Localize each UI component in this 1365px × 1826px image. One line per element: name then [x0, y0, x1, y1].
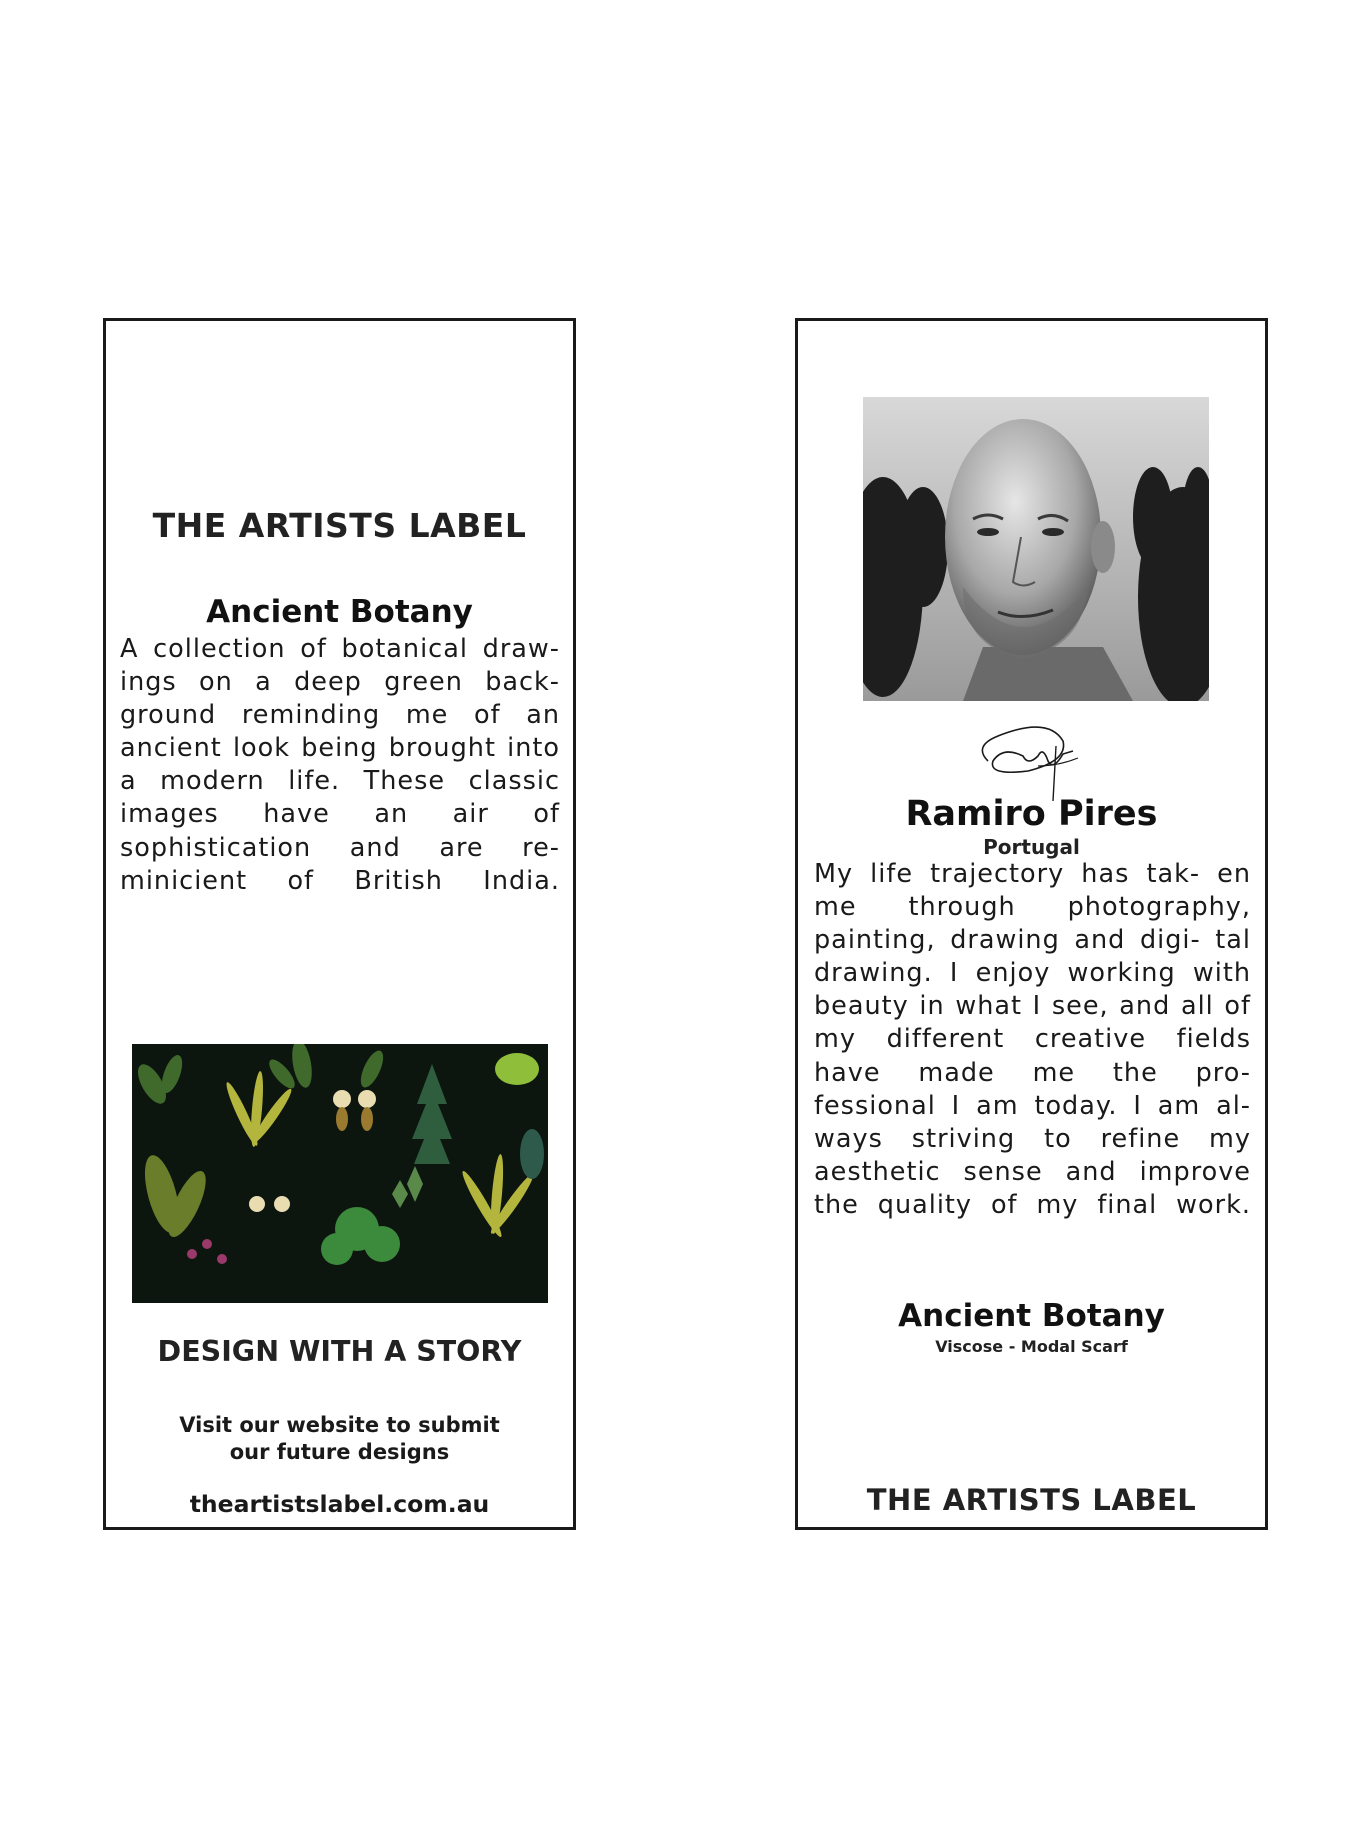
artist-country: Portugal — [983, 835, 1080, 859]
left-bookmark-card — [103, 318, 576, 1530]
artist-signature — [968, 716, 1088, 806]
right-bookmark-card — [795, 318, 1268, 1530]
visit-line-1: Visit our website to submit — [179, 1413, 500, 1437]
product-title: Ancient Botany — [898, 1298, 1165, 1334]
visit-line-2: our future designs — [229, 1440, 450, 1464]
website-link[interactable]: theartistslabel.com.au — [189, 1490, 490, 1518]
collection-description: A collection of botanical draw- ings on a deep green back- ground reminding me of an ancient look being brought into a modern life. These classic images have an air of sophistication and are re- minicient of British India. — [120, 634, 560, 896]
artist-bio: My life trajectory has tak- en me through photography, painting, drawing and digi- tal drawing. I enjoy working with beauty in what I see, and all of my different creative fields have made me the pro- fessional I am today. I am al- ways striving to refine my aesthetic sense and improve the quality of my final work. — [814, 859, 1251, 1220]
brand-title: THE ARTISTS LABEL — [866, 1483, 1197, 1517]
brand-title: THE ARTISTS LABEL — [152, 506, 527, 545]
artist-portrait-photo — [863, 397, 1209, 701]
product-material: Viscose - Modal Scarf — [935, 1337, 1128, 1356]
botanical-pattern-image — [132, 1044, 548, 1303]
tagline: DESIGN WITH A STORY — [157, 1335, 522, 1368]
collection-title: Ancient Botany — [206, 594, 473, 630]
artist-name: Ramiro Pires — [905, 794, 1158, 834]
